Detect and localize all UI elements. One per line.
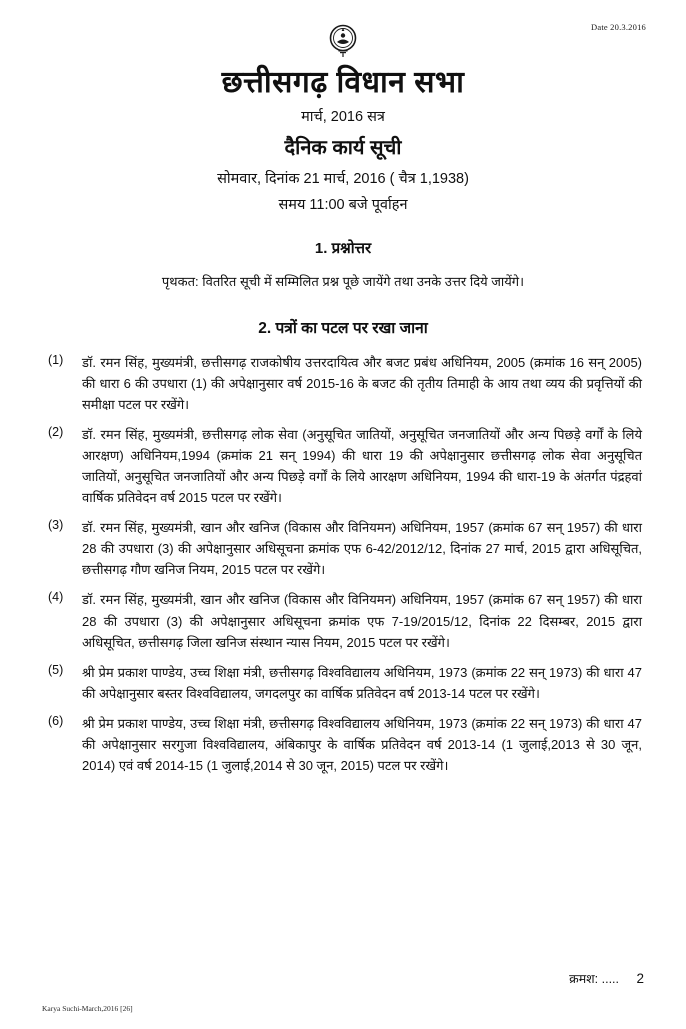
list-item <box>40 424 646 508</box>
list-item-text: श्री प्रेम प्रकाश पाण्डेय, उच्च शिक्षा मंत्री, छत्तीसगढ़ विश्वविद्यालय अधिनियम, 1973 (क्रमांक 22 सन् 1973) की धारा 47 की अपेक्षानुसार सरगुजा विश्वविद्यालय, अंबिकापुर के वार्षिक प्रतिवेदन वर्ष 2013-14 (1 जुलाई,2013 से 30 जून, 2014) एवं वर्ष 2014-15 (1 जुलाई,2014 से 30 जून, 2015) पटल पर रखेंगे। <box>82 715 642 773</box>
section-2-heading: 2. पत्रों का पटल पर रखा जाना <box>258 320 428 337</box>
list-item-number: (6) <box>48 713 64 728</box>
sitting-date: सोमवार, दिनांक 21 मार्च, 2016 ( चैत्र 1,1938) <box>217 171 469 187</box>
document-date: Date 20.3.2016 <box>591 22 646 32</box>
papers-list <box>40 352 646 776</box>
list-item-number: (4) <box>48 590 64 605</box>
list-item-text: डॉ. रमन सिंह, मुख्यमंत्री, छत्तीसगढ़ लोक सेवा (अनुसूचित जातियों, अनुसूचित जनजातियों और अन्य पिछड़े वर्गों के लिये आरक्षण) अधिनियम,1994 (क्रमांक 21 सन् 1994) की धारा 19 की अपेक्षानुसार छत्तीसगढ़ लोक सेवा अनुसूचित जातियों, अनुसूचित जनजातियों और अन्य पिछड़े वर्गों के लिये आरक्षण अधिनियम, 1994 की धारा-19 के अंतर्गत पंद्रहवां वार्षिक प्रतिवेदन वर्ष 2015 पटल पर रखेंगे। <box>82 427 642 506</box>
list-item-text: डॉ. रमन सिंह, मुख्यमंत्री, खान और खनिज (विकास और विनियमन) अधिनियम, 1957 (क्रमांक 67 सन् 1957) की धारा 28 की उपधारा (3) की अपेक्षानुसार अधिसूचना क्रमांक एफ 6-42/2012/12, दिनांक 27 मार्च, 2015 द्वारा अधिसूचित, छत्तीसगढ़ गौण खनिज नियम, 2015 पटल पर रखेंगे। <box>82 520 642 578</box>
section-1-note: पृथकत: वितरित सूची में सम्मिलित प्रश्न पूछे जायेंगे तथा उनके उत्तर दिये जायेंगे। <box>161 274 525 289</box>
assembly-title: छत्तीसगढ़ विधान सभा <box>221 66 465 99</box>
list-item-number: (1) <box>48 353 64 367</box>
list-item <box>40 589 646 652</box>
document-title: दैनिक कार्य सूची <box>284 137 402 159</box>
list-item-text: डॉ. रमन सिंह, मुख्यमंत्री, छत्तीसगढ़ राजकोषीय उत्तरदायित्व और बजट प्रबंध अधिनियम, 2005 (क्रमांक 16 सन् 2005) की धारा 6 की उपधारा (1) की अपेक्षानुसार वर्ष 2015-16 के बजट की तृतीय तिमाही के आय तथा व्यय की प्रवृत्तियों की समीक्षा पटल पर रखेंगे। <box>82 355 642 413</box>
list-item <box>40 517 646 580</box>
footer-source-note: Karya Suchi-March,2016 [26] <box>42 1004 133 1013</box>
list-item-number: (2) <box>48 425 64 440</box>
list-item-number: (3) <box>48 518 64 533</box>
session-label: मार्च, 2016 सत्र <box>301 109 385 125</box>
section-1-heading: 1. प्रश्नोत्तर <box>314 240 372 257</box>
list-item-text: श्री प्रेम प्रकाश पाण्डेय, उच्च शिक्षा मंत्री, छत्तीसगढ़ विश्वविद्यालय अधिनियम, 1973 (क्रमांक 22 सन् 1973) की धारा 47 की अपेक्षानुसार बस्तर विश्वविद्यालय, जगदलपुर का वार्षिक प्रतिवेदन वर्ष 2013-14 पटल पर रखेंगे। <box>82 664 642 701</box>
list-item-text: डॉ. रमन सिंह, मुख्यमंत्री, खान और खनिज (विकास और विनियमन) अधिनियम, 1957 (क्रमांक 67 सन् 1957) की धारा 28 की उपधारा (3) की अपेक्षानुसार अधिसूचना क्रमांक एफ 7-19/2015/12, दिनांक 22 दिसम्बर, 2015 द्वारा अधिसूचित, छत्तीसगढ़ जिला खनिज संस्थान न्यास नियम, 2015 पटल पर रखेंगे। <box>82 592 642 650</box>
sitting-time: समय 11:00 बजे पूर्वाहन <box>278 197 408 213</box>
list-item <box>40 352 646 415</box>
footer-continued <box>569 970 644 987</box>
page-number: 2 <box>636 971 644 986</box>
list-item <box>40 713 646 776</box>
emblem-container <box>40 24 646 64</box>
list-item <box>40 662 646 704</box>
continued-label: क्रमश: ..... <box>569 972 619 986</box>
list-item-number: (5) <box>48 662 64 677</box>
state-emblem-icon <box>328 24 358 58</box>
